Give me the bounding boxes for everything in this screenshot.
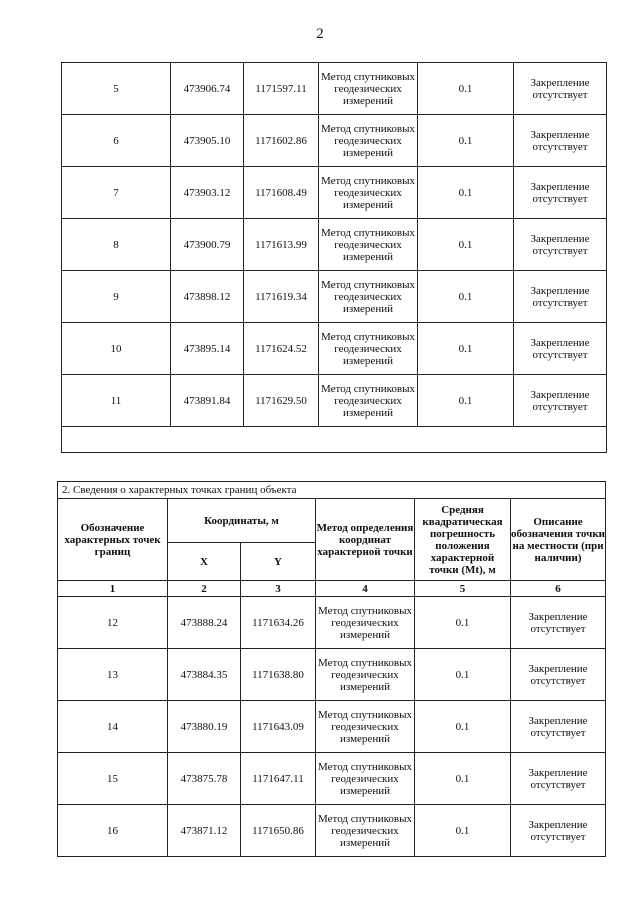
description-cell: Закрепление отсутствует: [514, 167, 607, 219]
table-row: [58, 753, 606, 805]
table-row: [58, 597, 606, 649]
accuracy-cell: 0.1: [418, 219, 514, 271]
x-coordinate-cell: 473906.74: [171, 63, 244, 115]
accuracy-cell: 0.1: [418, 375, 514, 427]
table-row: [62, 323, 607, 375]
description-cell: Закрепление отсутствует: [514, 375, 607, 427]
description-cell: Закрепление отсутствует: [514, 323, 607, 375]
accuracy-cell: 0.1: [415, 753, 511, 805]
method-cell: Метод спутниковых геодезических измерений: [316, 597, 415, 649]
table-row: [58, 805, 606, 857]
boundary-points-table: [57, 481, 606, 857]
table-row: [62, 375, 607, 427]
method-cell: Метод спутниковых геодезических измерений: [319, 115, 418, 167]
column-number: 1: [58, 581, 168, 597]
x-coordinate-cell: 473903.12: [171, 167, 244, 219]
header-x: X: [168, 543, 241, 581]
description-cell: Закрепление отсутствует: [514, 219, 607, 271]
column-number: 3: [241, 581, 316, 597]
column-number: 6: [511, 581, 606, 597]
y-coordinate-cell: 1171613.99: [244, 219, 319, 271]
point-id-cell: 7: [62, 167, 171, 219]
y-coordinate-cell: 1171650.86: [241, 805, 316, 857]
empty-row: [62, 427, 607, 453]
x-coordinate-cell: 473871.12: [168, 805, 241, 857]
x-coordinate-cell: 473895.14: [171, 323, 244, 375]
header-coordinates: Координаты, м: [168, 499, 316, 543]
x-coordinate-cell: 473875.78: [168, 753, 241, 805]
y-coordinate-cell: 1171602.86: [244, 115, 319, 167]
table-row: [62, 167, 607, 219]
method-cell: Метод спутниковых геодезических измерений: [316, 753, 415, 805]
column-number: 4: [316, 581, 415, 597]
table-row: [62, 219, 607, 271]
x-coordinate-cell: 473898.12: [171, 271, 244, 323]
y-coordinate-cell: 1171608.49: [244, 167, 319, 219]
accuracy-cell: 0.1: [415, 649, 511, 701]
table-row: [58, 701, 606, 753]
accuracy-cell: 0.1: [418, 323, 514, 375]
point-id-cell: 12: [58, 597, 168, 649]
point-id-cell: 9: [62, 271, 171, 323]
header-y: Y: [241, 543, 316, 581]
accuracy-cell: 0.1: [418, 271, 514, 323]
description-cell: Закрепление отсутствует: [511, 805, 606, 857]
y-coordinate-cell: 1171643.09: [241, 701, 316, 753]
description-cell: Закрепление отсутствует: [511, 649, 606, 701]
description-cell: Закрепление отсутствует: [511, 597, 606, 649]
accuracy-cell: 0.1: [415, 597, 511, 649]
description-cell: Закрепление отсутствует: [511, 753, 606, 805]
header-method: Метод определения координат характерной точки: [316, 499, 415, 581]
description-cell: Закрепление отсутствует: [514, 271, 607, 323]
method-cell: Метод спутниковых геодезических измерений: [316, 701, 415, 753]
y-coordinate-cell: 1171647.11: [241, 753, 316, 805]
method-cell: Метод спутниковых геодезических измерений: [319, 271, 418, 323]
accuracy-cell: 0.1: [418, 63, 514, 115]
accuracy-cell: 0.1: [415, 805, 511, 857]
x-coordinate-cell: 473888.24: [168, 597, 241, 649]
y-coordinate-cell: 1171634.26: [241, 597, 316, 649]
x-coordinate-cell: 473884.35: [168, 649, 241, 701]
y-coordinate-cell: 1171597.11: [244, 63, 319, 115]
table-row: [62, 271, 607, 323]
x-coordinate-cell: 473905.10: [171, 115, 244, 167]
description-cell: Закрепление отсутствует: [514, 115, 607, 167]
column-number: 2: [168, 581, 241, 597]
point-id-cell: 11: [62, 375, 171, 427]
x-coordinate-cell: 473900.79: [171, 219, 244, 271]
point-id-cell: 16: [58, 805, 168, 857]
point-id-cell: 10: [62, 323, 171, 375]
header-description: Описание обозначения точки на местности (при наличии): [511, 499, 606, 581]
method-cell: Метод спутниковых геодезических измерений: [319, 323, 418, 375]
x-coordinate-cell: 473891.84: [171, 375, 244, 427]
accuracy-cell: 0.1: [418, 115, 514, 167]
point-id-cell: 5: [62, 63, 171, 115]
point-id-cell: 6: [62, 115, 171, 167]
section-title: 2. Сведения о характерных точках границ объекта: [58, 482, 606, 499]
point-id-cell: 15: [58, 753, 168, 805]
point-id-cell: 14: [58, 701, 168, 753]
table-row: [62, 63, 607, 115]
description-cell: Закрепление отсутствует: [514, 63, 607, 115]
point-id-cell: 13: [58, 649, 168, 701]
empty-cell: [62, 427, 607, 453]
method-cell: Метод спутниковых геодезических измерений: [316, 649, 415, 701]
method-cell: Метод спутниковых геодезических измерений: [319, 375, 418, 427]
method-cell: Метод спутниковых геодезических измерений: [319, 219, 418, 271]
accuracy-cell: 0.1: [418, 167, 514, 219]
method-cell: Метод спутниковых геодезических измерений: [316, 805, 415, 857]
y-coordinate-cell: 1171624.52: [244, 323, 319, 375]
coordinates-table-continued: [61, 62, 607, 453]
description-cell: Закрепление отсутствует: [511, 701, 606, 753]
header-accuracy: Средняя квадратическая погрешность положения характерной точки (Mt), м: [415, 499, 511, 581]
y-coordinate-cell: 1171629.50: [244, 375, 319, 427]
method-cell: Метод спутниковых геодезических измерений: [319, 167, 418, 219]
table-row: [62, 115, 607, 167]
y-coordinate-cell: 1171619.34: [244, 271, 319, 323]
accuracy-cell: 0.1: [415, 701, 511, 753]
column-number: 5: [415, 581, 511, 597]
x-coordinate-cell: 473880.19: [168, 701, 241, 753]
point-id-cell: 8: [62, 219, 171, 271]
table-row: [58, 649, 606, 701]
y-coordinate-cell: 1171638.80: [241, 649, 316, 701]
method-cell: Метод спутниковых геодезических измерений: [319, 63, 418, 115]
page-number: 2: [316, 26, 324, 42]
header-designation: Обозначение характерных точек границ: [58, 499, 168, 581]
